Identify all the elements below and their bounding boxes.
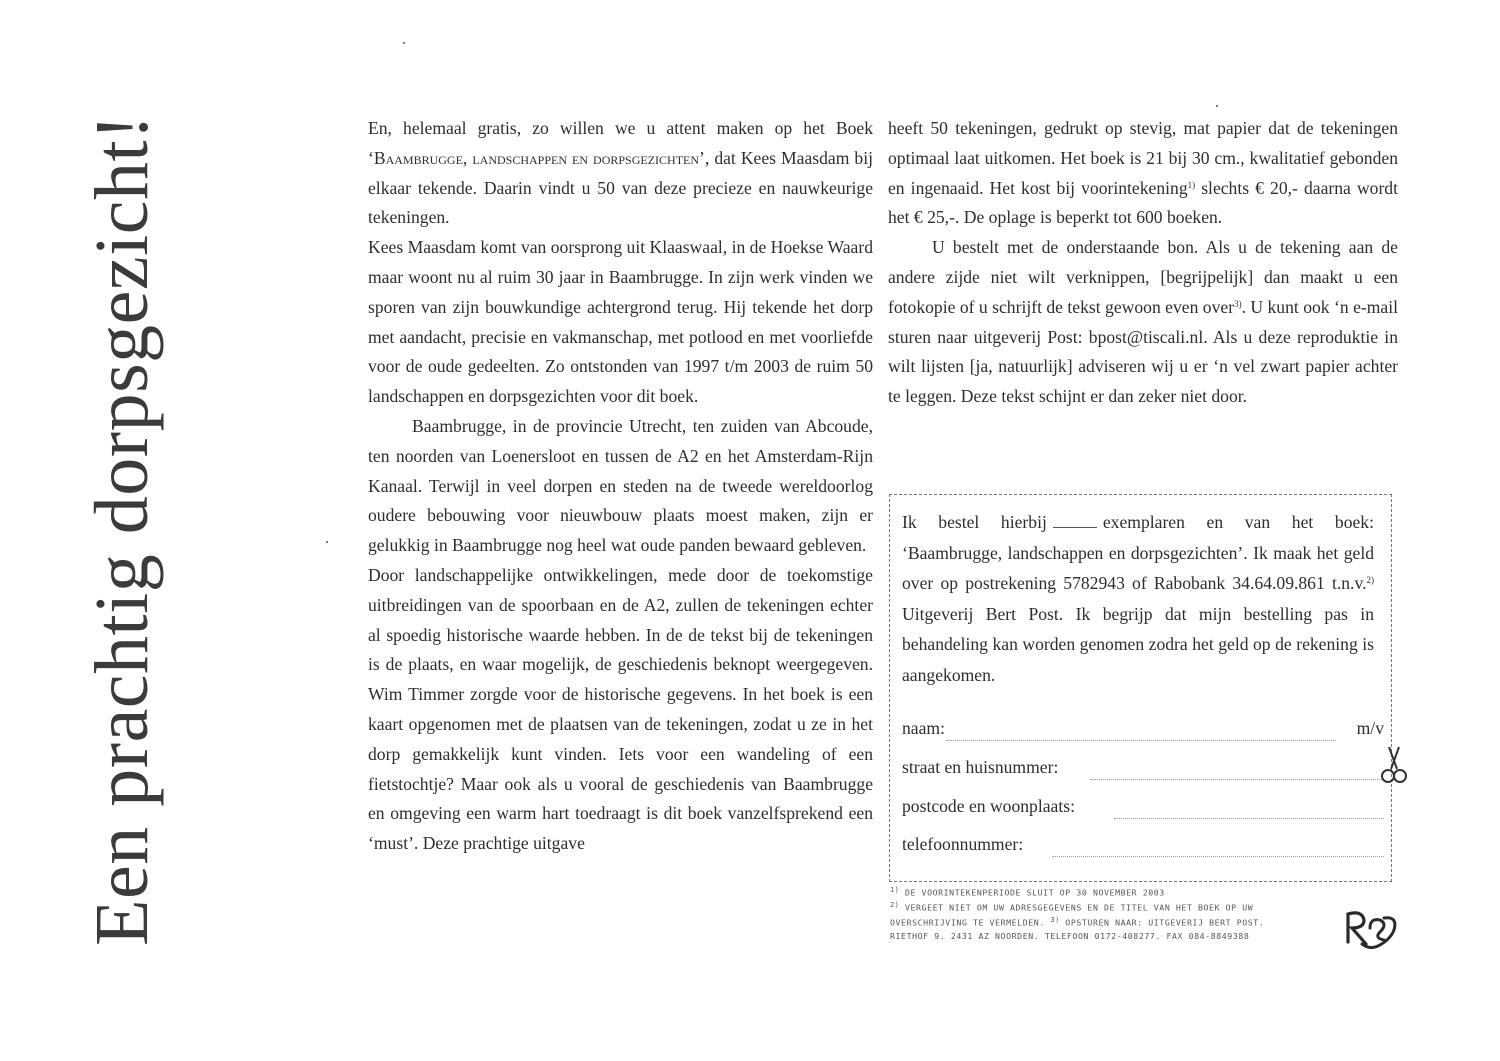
scissors-icon <box>1377 745 1411 787</box>
phone-label: telefoonnummer: <box>902 834 1024 854</box>
gender-label: m/v <box>1356 718 1384 738</box>
footnote-ref-1: 1) <box>1187 179 1196 190</box>
speck <box>1216 105 1218 107</box>
postcode-field[interactable] <box>902 795 1384 821</box>
postcode-line <box>1114 818 1384 819</box>
book-details-paragraph: heeft 50 tekeningen, gedrukt op stevig, mat papier dat de tekeningen optimaal laat uitkomen. Het boek is 21 bij 30 cm., kwalitatief gebonden en ingenaaid. Het kost bij voorintekening$^{1)}$ slechts € 20,- daarna wordt het € 25,-. De oplage is beperkt tot 600 boeken. <box>888 118 1398 228</box>
history-paragraph: Door landschappelijke ontwikkelingen, mede door de toekomstige uitbreidingen van de spoorbaan en de A2, zullen de tekeningen echter al spoedig historische waarde hebben. In de de tekst bij de tekeningen is de plaats, en waar mogelijk, de geschiedenis beknopt weergegeven. Wim Timmer zorgde voor de historische gegevens. In het boek is een kaart opgenomen met de plaatsen van de tekeningen, zodat u ze in het dorp gemakkelijk kunt vinden. Iets voor een wandeling of een fietstochtje? Maar ook als u vooral de geschiedenis van Baambrugge en omgeving een warm hart toedraagt is dit boek vanzelfsprekend een ‘must’. Deze prachtige uitgave <box>368 564 873 854</box>
right-column <box>888 114 1398 412</box>
left-column <box>368 114 873 859</box>
publisher-address: RIETHOF 9. 2431 AZ NOORDEN. TELEFOON 0172-408277. FAX 084-8849388 <box>890 930 1250 941</box>
speck <box>403 42 405 44</box>
street-line <box>1090 779 1384 780</box>
quantity-blank[interactable] <box>1053 513 1097 528</box>
footnote-ref-2: 2) <box>1366 575 1374 585</box>
postcode-label: postcode en woonplaats: <box>902 796 1075 816</box>
book-title: Baambrugge, landschappen en dorpsgezichten <box>373 147 700 168</box>
name-label: naam: <box>902 718 945 738</box>
name-field[interactable] <box>902 717 1384 743</box>
footnotes: $^{1)}$ DE VOORINTEKENPERIODE SLUIT OP 30 NOVEMBER 2003 $^{2)}$ VERGEET NIET OM UW ADRESGEGEVENS EN DE TITEL VAN HET BOEK OP UW OVERSCHRIJVING TE VERMELDEN. $^{3)}$ OPSTUREN NAAR: UITGEVERIJ BERT POST. RIETHOF 9. 2431 AZ NOORDEN. TELEFOON 0172-408277. FAX 084-8849388 <box>890 884 1330 942</box>
phone-field[interactable] <box>902 833 1384 859</box>
publisher-logo <box>1340 906 1402 950</box>
street-field[interactable] <box>902 756 1384 782</box>
order-form-text: Ik bestel hierbij exemplaren en van het boek: ‘Baambrugge, landschappen en dorpsgezichten’. Ik maak het geld over op postrekening 5782943 of Rabobank 34.64.09.861 t.n.v.$^{2)}$ Uitgeverij Bert Post. Ik begrijp dat mijn bestelling pas in behandeling kan worden genomen zodra het geld op de rekening is aangekomen. <box>902 512 1374 685</box>
street-label: straat en huisnummer: <box>902 757 1059 777</box>
village-paragraph: Baambrugge, in de provincie Utrecht, ten zuiden van Abcoude, ten noorden van Loenersloot en tussen de A2 en het Amsterdam-Rijn Kanaal. Terwijl in veel dorpen en steden na de tweede wereldoorlog oudere bebouwing voor nieuwbouw plaats moest maken, zijn er gelukkig in Baambrugge nog heel wat oude panden bewaard gebleven. <box>368 415 873 556</box>
intro-paragraph: En, helemaal gratis, zo willen we u attent maken op het Boek ‘Baambrugge, landschappen en dorpsgezichten’, dat Kees Maasdam bij elkaar tekende. Daarin vindt u 50 van deze precieze en nauwkeurige tekeningen. <box>368 118 873 228</box>
name-line <box>946 740 1336 741</box>
footnote-ref-3: 3) <box>1234 298 1242 309</box>
phone-line <box>1052 856 1384 857</box>
page-title: Een prachtig dorpsgezicht! <box>80 114 164 946</box>
speck <box>326 541 328 543</box>
ordering-paragraph: U bestelt met de onderstaande bon. Als u de tekening aan de andere zijde niet wilt verknippen, [begrijpelijk] dan maakt u een fotokopie of u schrijft de tekst gewoon even over$^{3)}$. U kunt ook ‘n e-mail sturen naar uitgeverij Post: bpost@tiscali.nl. Als u deze reproduktie in wilt lijsten [ja, natuurlijk] adviseren wij u er ‘n vel zwart papier achter te leggen. Deze tekst schijnt er dan zeker niet door. <box>888 237 1399 407</box>
artist-paragraph: Kees Maasdam komt van oorsprong uit Klaaswaal, in de Hoekse Waard maar woont nu al ruim 30 jaar in Baambrugge. In zijn werk vinden we sporen van zijn bouwkundige achtergrond terug. Hij tekende het dorp met aandacht, precisie en vakmanschap, met potlood en met voorliefde voor de oude gedeelten. Zo ontstonden van 1997 t/m 2003 de ruim 50 landschappen en dorpsgezichten voor dit boek. <box>368 237 873 407</box>
